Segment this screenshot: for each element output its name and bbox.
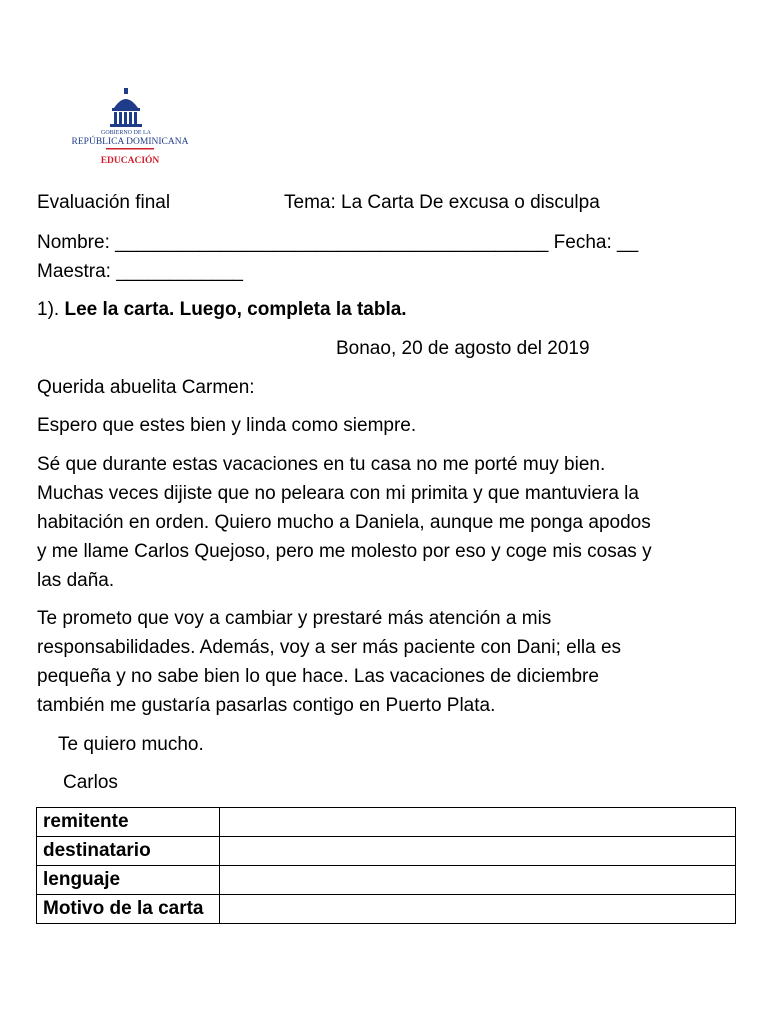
letter-paragraph-2 <box>37 604 737 720</box>
letter-signature: Carlos <box>63 772 118 793</box>
paragraph-line: Sé que durante estas vacaciones en tu casa no me porté muy bien. <box>37 454 606 475</box>
paragraph-line: responsabilidades. Además, voy a ser más paciente con Dani; ella es <box>37 637 622 658</box>
education-ministry-logo <box>62 86 202 170</box>
table-row <box>37 895 736 924</box>
table-answer-cell[interactable] <box>220 808 736 837</box>
letter-intro: Espero que estes bien y linda como siempre. <box>37 415 417 436</box>
table-answer-cell[interactable] <box>220 837 736 866</box>
instruction-number: 1). <box>37 299 60 320</box>
logo-graphic <box>62 86 202 170</box>
letter-closing: Te quiero mucho. <box>58 734 204 755</box>
paragraph-line: también me gustaría pasarlas contigo en Puerto Plata. <box>37 695 496 716</box>
paragraph-line: y me llame Carlos Quejoso, pero me molesto por eso y coge mis cosas y <box>37 541 652 562</box>
table-row <box>37 837 736 866</box>
table-answer-cell[interactable] <box>220 895 736 924</box>
table-answer-cell[interactable] <box>220 866 736 895</box>
paragraph-line: Te prometo que voy a cambiar y prestaré más atención a mis <box>37 608 552 629</box>
paragraph-line: habitación en orden. Quiero mucho a Daniela, aunque me ponga apodos <box>37 512 651 533</box>
header-left: Evaluación final <box>37 192 171 213</box>
table-row <box>37 808 736 837</box>
paragraph-line: pequeña y no sabe bien lo que hace. Las vacaciones de diciembre <box>37 666 599 687</box>
table-label: remitente <box>37 808 220 837</box>
instruction <box>37 298 407 322</box>
paragraph-line: Muchas veces dijiste que no peleara con mi primita y que mantuviera la <box>37 483 639 504</box>
letter-paragraph-1 <box>37 450 737 595</box>
header-topic: Tema: La Carta De excusa o disculpa <box>284 192 600 213</box>
paragraph-line: las daña. <box>37 570 115 591</box>
logo-line3: EDUCACIÓN <box>100 156 160 166</box>
teacher-field: Maestra: ____________ <box>37 261 243 282</box>
table-row <box>37 866 736 895</box>
name-date-field: Nombre: _________________________________________ Fecha: __ <box>37 232 639 253</box>
letter-greeting: Querida abuelita Carmen: <box>37 377 255 398</box>
table-label: Motivo de la carta <box>37 895 220 924</box>
logo-line1: GOBIERNO DE LA <box>101 130 151 136</box>
letter-analysis-table <box>36 807 736 924</box>
table-label: lenguaje <box>37 866 220 895</box>
logo-line2: REPÚBLICA DOMINICANA <box>71 137 189 147</box>
table-label: destinatario <box>37 837 220 866</box>
letter-place-date: Bonao, 20 de agosto del 2019 <box>336 338 590 359</box>
instruction-text: Lee la carta. Luego, completa la tabla. <box>64 299 407 320</box>
